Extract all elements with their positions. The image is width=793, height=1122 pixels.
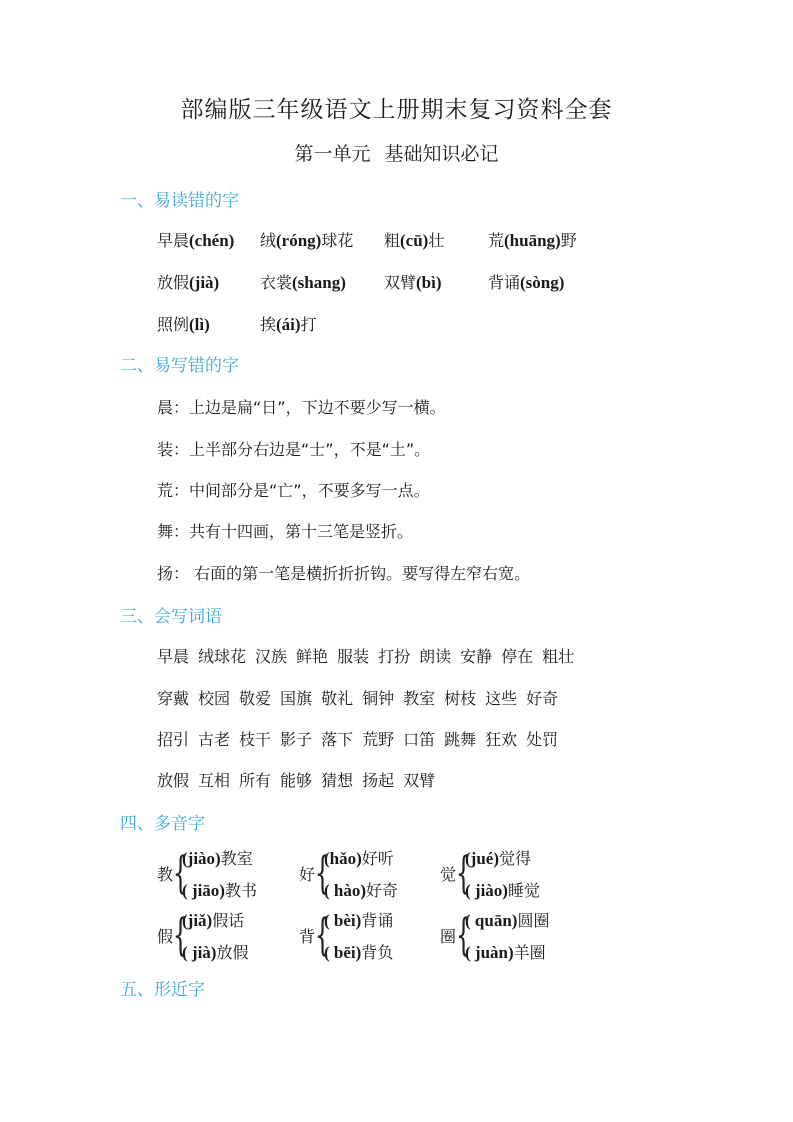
word: 打扮 [378, 647, 411, 666]
word: 汉族 [255, 647, 288, 666]
misread-item: 双臂(bì) [384, 273, 442, 292]
word: 这些 [485, 689, 518, 708]
brace-icon: { [314, 847, 331, 899]
word: 停在 [501, 647, 534, 666]
word: 粗壮 [542, 647, 575, 666]
word: 处罚 [526, 730, 559, 749]
word: 互相 [198, 771, 231, 790]
brace-icon: { [455, 909, 472, 961]
word: 树枝 [444, 689, 477, 708]
unit-label: 第一单元 [294, 143, 371, 165]
miswritten-line: 装：上半部分右边是“士”，不是“土”。 [157, 440, 431, 459]
word: 猜想 [321, 771, 354, 790]
word-row-3 [157, 727, 567, 750]
miswritten-line: 荒：中间部分是“亡”，不要多写一点。 [157, 481, 430, 500]
misread-item: 粗(cū)壮 [384, 231, 445, 250]
word: 影子 [280, 730, 313, 749]
section-heading-4: 四、多音字 [120, 814, 205, 834]
section-heading-3: 三、会写词语 [120, 607, 222, 627]
misread-item: 绒(róng)球花 [260, 231, 354, 250]
polyphone-group: 好 { (hǎo)好听 ( hào)好奇 [299, 847, 399, 900]
section-heading-2: 二、易写错的字 [120, 356, 239, 376]
word: 所有 [239, 771, 272, 790]
misread-item: 背诵(sòng) [488, 273, 565, 292]
word: 朗读 [419, 647, 452, 666]
word: 鲜艳 [296, 647, 329, 666]
word: 跳舞 [444, 730, 477, 749]
brace-icon: { [455, 847, 472, 899]
brace-icon: { [172, 909, 189, 961]
miswritten-line: 晨：上边是扁“日”，下边不要少写一横。 [157, 398, 446, 417]
document-subtitle [0, 139, 793, 166]
word: 狂欢 [485, 730, 518, 749]
word: 教室 [403, 689, 436, 708]
brace-icon: { [172, 847, 189, 899]
word: 招引 [157, 730, 190, 749]
word: 落下 [321, 730, 354, 749]
word-row-2 [157, 686, 567, 709]
misread-item: 照例(lì) [157, 315, 210, 334]
misread-item: 放假(jià) [157, 273, 220, 292]
word: 穿戴 [157, 689, 190, 708]
word: 校园 [198, 689, 231, 708]
word: 古老 [198, 730, 231, 749]
polyphone-group: 背 { ( bèi)背诵 ( bēi)背负 [299, 909, 394, 962]
polyphone-group: 教 { (jiào)教室 ( jiāo)教书 [157, 847, 257, 900]
document-title: 部编版三年级语文上册期末复习资料全套 [180, 97, 613, 123]
word: 能够 [280, 771, 313, 790]
topic-label: 基础知识必记 [384, 143, 499, 165]
word: 双臂 [403, 771, 436, 790]
word: 绒球花 [198, 647, 247, 666]
word: 国旗 [280, 689, 313, 708]
miswritten-line: 舞：共有十四画，第十三笔是竖折。 [157, 522, 414, 541]
polyphone-group: 圈 { ( quān)圆圈 ( juàn)羊圈 [440, 909, 550, 962]
misread-item: 挨(ái)打 [260, 315, 317, 334]
misread-item: 荒(huāng)野 [488, 231, 577, 250]
word: 放假 [157, 771, 190, 790]
word: 枝干 [239, 730, 272, 749]
word: 早晨 [157, 647, 190, 666]
misread-item: 衣裳(shang) [260, 273, 346, 292]
word: 敬爱 [239, 689, 272, 708]
word-row-1 [157, 644, 583, 667]
section-heading-1: 一、易读错的字 [120, 191, 239, 211]
brace-icon: { [314, 909, 331, 961]
word: 扬起 [362, 771, 395, 790]
miswritten-line: 扬： 右面的第一笔是横折折折钩。要写得左窄右宽。 [157, 564, 531, 583]
word: 服装 [337, 647, 370, 666]
misread-item: 早晨(chén) [157, 231, 235, 250]
word: 荒野 [362, 730, 395, 749]
polyphone-group: 假 { (jiǎ)假话 ( jià)放假 [157, 909, 249, 962]
polyphone-group: 觉 { (jué)觉得 ( jiào)睡觉 [440, 847, 540, 900]
word: 口笛 [403, 730, 436, 749]
word: 铜钟 [362, 689, 395, 708]
word: 好奇 [526, 689, 559, 708]
word: 安静 [460, 647, 493, 666]
section-heading-5: 五、形近字 [120, 980, 205, 1000]
word: 敬礼 [321, 689, 354, 708]
word-row-4 [157, 768, 444, 791]
